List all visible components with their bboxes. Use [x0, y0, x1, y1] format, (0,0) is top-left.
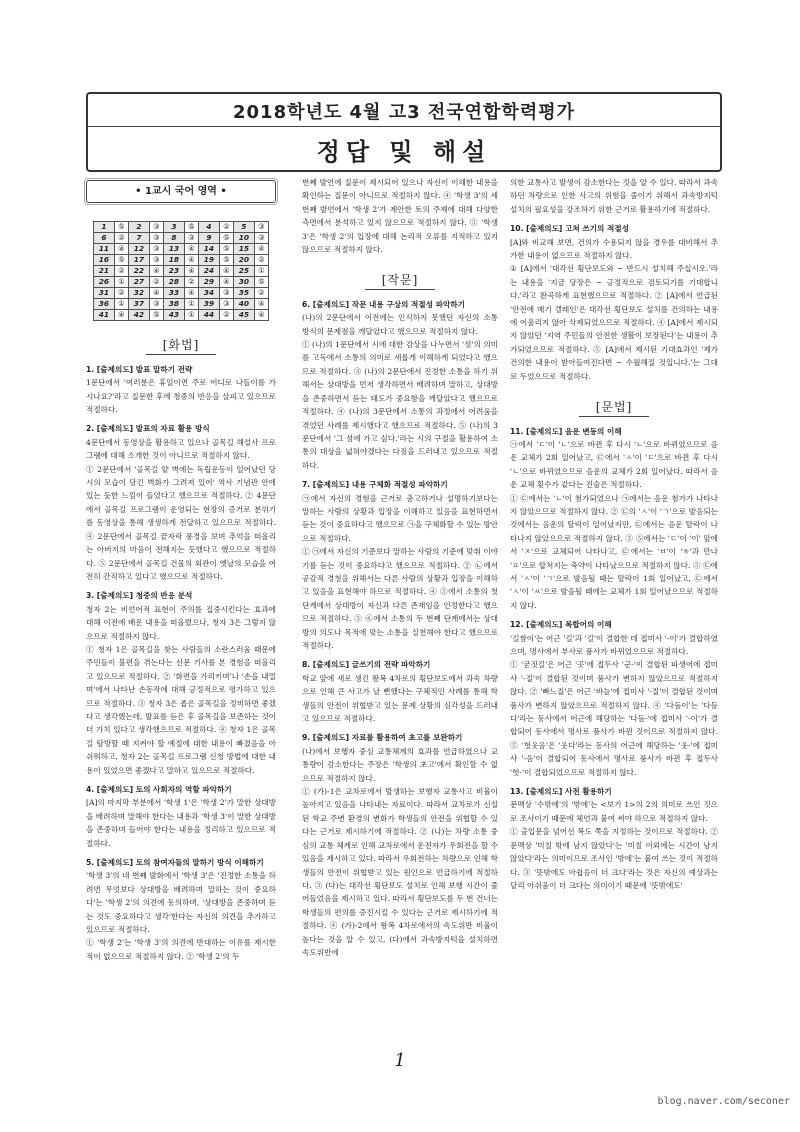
question-number: 23 — [163, 266, 184, 277]
question-number: 9 — [198, 233, 219, 244]
explanation-item — [302, 298, 498, 472]
answer-mark: ② — [254, 288, 268, 299]
question-number: 14 — [198, 244, 219, 255]
explanation-body: 1문단에서 '여러분은 휴일이면 주로 어디로 나들이를 가시나요?'라고 질문한 후에 청중의 반응을 살피고 있으므로 적절하다. — [86, 378, 276, 415]
explanation-item — [510, 222, 718, 383]
question-number: 13 — [163, 244, 184, 255]
question-number: 27 — [128, 277, 149, 288]
explanation-heading: 6. [출제의도] 작문 내용 구상의 적절성 파악하기 — [302, 299, 466, 309]
explanation-heading: 12. [출제의도] 복합어의 이해 — [510, 620, 612, 630]
answer-mark: ③ — [149, 233, 163, 244]
explanation-body: 청자 2는 비언어적 표현이 주의를 집중시킨다는 효과에 대해 이전에 배운 내용을 떠올렸으나, 청자 3은 그렇지 않으므로 적절하지 않다. ① 청자 1은 골목길을 찾는 사람들의 소란스러움 때문에 주민들이 불편을 겪는다는 신문 기사를 본 경험을 떠올리고 있으므로 적절하다. ② '화면을 가리키며'나 '손을 내밀며'에서 나타난 손동작에 대해 긍정적으로 평가하고 있으므로 적절하다. ③ 청자 3은 좁은 골목길을 정비하면 좋겠다고 생각했는데, 발표를 듣은 후 골목길을 보존하는 것이 더 가치 있다고 생각했으므로 적절하다. ④ 청자 1은 골목길 탐방할 때 지켜야 할 예절에 대한 내용이 빠졌음을 아쉬워하고, 청자 2는 골목길 프로그램 신청 방법에 대한 내용이 있었으면 좋겠다고 말하고 있으므로 적절하다. — [86, 604, 276, 775]
answer-mark: ④ — [184, 244, 198, 255]
column-2 — [302, 176, 498, 959]
question-number: 20 — [233, 255, 254, 266]
explanation-item — [302, 731, 498, 959]
question-number: 36 — [94, 299, 115, 310]
answer-mark: ⑤ — [219, 244, 233, 255]
explanation-heading: 2. [출제의도] 발표의 자료 활용 방식 — [86, 424, 210, 434]
question-number: 34 — [198, 288, 219, 299]
question-number: 6 — [94, 233, 115, 244]
footer-url: blog.naver.com/seconer — [657, 1096, 790, 1107]
explanation-heading: 10. [출제의도] 고쳐 쓰기의 적절성 — [510, 224, 629, 234]
question-number: 28 — [163, 277, 184, 288]
explanation-heading: 9. [출제의도] 자료를 활용하여 초고를 보완하기 — [302, 733, 463, 743]
answer-mark: ③ — [149, 255, 163, 266]
answer-mark: ⑤ — [114, 222, 128, 233]
question-number: 24 — [198, 266, 219, 277]
page-title: 정답 및 해설 — [316, 138, 492, 166]
explanation-body: [A]의 마지막 부분에서 '학생 1'은 '학생 2'가 말한 상대방을 배려하며 말해야 한다는 내용과 '학생 3'이 말한 상대방을 존중하며 들어야 한다는 내용을 정리하고 있으므로 적절하다. — [86, 798, 276, 848]
question-number: 32 — [128, 288, 149, 299]
answer-mark: ③ — [219, 299, 233, 310]
explanation-item — [86, 783, 276, 850]
question-number: 8 — [163, 233, 184, 244]
question-number: 38 — [163, 299, 184, 310]
explanation-body: 문맥상 '수밖에'의 '밖에'는 <보기 1>의 2의 의미로 쓰인 것으로 조사이기 때문에 체언과 붙여 써야 하므로 적절하지 않다. ① 출입문을 넘어선 복도 쪽을 지정하는 것이므로 적절하다. ② 문맥상 '미칠 밖에 남지 않았다'는 '미칠 이외에는 시간이 남지 않았다'라는 의미이므로 조사인 '밖에'는 붙여 쓰는 것이 적절하다. ③ '뜻밖에도 아쉽음이 더 크다'라는 것은 자신의 예상과는 달리 아쉬움이 더 크다는 의미이기 때문에 '뜻밖에도' — [510, 800, 718, 890]
section-writing: [작문] — [365, 274, 435, 289]
explanation-item — [302, 478, 498, 652]
continued-text: 번째 발언에 질문이 제시되어 있으나 자신이 이해한 내용을 확인하는 질문이 아니므로 적절하지 않다. ④ '학생 3'의 세 번째 발언에서 '학생 2'가 제안한 토의 주제에 대해 다양한 측면에서 분석하고 있지 않으므로 적절하지 않다. ⑤ '학생 3'은 '학생 2'의 입장에 대해 논리적 오류를 지적하고 있지 않으므로 적절하지 않다. — [302, 178, 498, 255]
question-number: 44 — [198, 310, 219, 321]
answer-mark: ⑤ — [254, 277, 268, 288]
question-number: 26 — [94, 277, 115, 288]
answer-mark: ② — [254, 255, 268, 266]
answer-row — [94, 244, 269, 255]
question-number: 4 — [198, 222, 219, 233]
answer-mark: ④ — [219, 277, 233, 288]
explanation-item — [86, 856, 276, 963]
answer-mark: ② — [219, 222, 233, 233]
answer-row — [94, 222, 269, 233]
answer-row — [94, 255, 269, 266]
answer-mark: ⑤ — [184, 222, 198, 233]
answer-mark: ④ — [149, 288, 163, 299]
answer-mark: ③ — [219, 288, 233, 299]
answer-mark: ① — [114, 277, 128, 288]
answer-mark: ④ — [149, 266, 163, 277]
explanation-item — [86, 363, 276, 417]
answer-mark: ⑤ — [219, 255, 233, 266]
answer-mark: ④ — [184, 255, 198, 266]
col3b-questions — [510, 425, 718, 893]
question-number: 15 — [233, 244, 254, 255]
explanation-item — [86, 422, 276, 583]
question-number: 1 — [94, 222, 115, 233]
question-number: 17 — [128, 255, 149, 266]
answer-mark: ② — [114, 266, 128, 277]
question-number: 40 — [233, 299, 254, 310]
explanation-body: '길쌈이'는 어근 '길'과 '길'이 결합한 데 접미사 '-이'가 결합하였으며, 명사에서 부사로 품사가 바뀌었으므로 적절하다. ① '굳짓길'은 어근 '곳'에 접두사 '군-'이 결합된 파생어에 접미사 '-질'이 결합된 것이며 품사가 변하지 않았으므로 적절하지 않다. ② '빠느질'은 어근 '바늘'에 접미사 '-질'이 결합된 것이며 품사가 변하지 않았으므로 적절하지 않다. ④ '다듬이'는 '다듬다'라는 동사에서 어근에 해당하는 '다듬-'에 접미사 '-이'가 결합되어 동사에서 명사로 품사가 바뀐 것이므로 적절하지 않다. ⑤ '헛웃음'은 '웃다'라는 동사의 어근에 해당하는 '웃-'에 접미사 '-음'이 결합되어 동사에서 명사로 품사가 바뀐 후 접두사 '헛-'이 결합되었으므로 적절하지 않다. — [510, 633, 718, 777]
explanation-heading: 11. [출제의도] 음운 변동의 이해 — [510, 426, 622, 436]
answer-mark: ④ — [114, 310, 128, 321]
explanation-item — [302, 658, 498, 725]
question-number: 3 — [163, 222, 184, 233]
answer-mark: ② — [114, 233, 128, 244]
answer-mark: ④ — [184, 266, 198, 277]
question-number: 41 — [94, 310, 115, 321]
answer-mark: ① — [184, 310, 198, 321]
answer-mark: ② — [219, 310, 233, 321]
explanation-heading: 7. [출제의도] 내용 구체화 적절성 파악하기 — [302, 480, 448, 490]
explanation-body: [A]와 비교해 보면, 건의가 수용되지 않을 경우를 대비해서 추가한 내용이 없으므로 적절하지 않다. ① [A]에서 '대각선 횡단보도와 ~ 반드시 설치해 주십시오.'라는 내용을 '지금 당장은 ~ 긍정적으로 검토되기를 기대합니다.'라고 완곡하게 표현했으므로 적절하다. ② [A]에서 언급된 '안전에 매기 갤레인'은 대각선 횡단보도 설치를 건의하는 내용에 어울리지 않아 삭제되었으므로 적절하다. ④ [A]에서 제시되지 않았던 '지역 주민들의 안전한 생활이 보장된다'는 내용이 추가되었으므로 적절하다. ⑤ [A]에서 제시된 기대효과인 '제가 건의한 내용이 받아들여진다면 ~ 수월해질 것입니다.'는 그대로 두었으므로 적절하다. — [510, 237, 718, 381]
answer-table — [93, 221, 269, 321]
explanation-body: (나)에서 보행자 중심 교통체계의 효과를 언급하였으나 교통량이 감소한다는 주장은 '학생의 초고'에서 확인할 수 없으므로 적절하지 않다. ① (가)-1은 교차로에서 발생하는 보행자 교통사고 비율이 높아지고 있음을 나타내는 자료이다. 따라서 교차로가 신설된 학교 주변 환경의 변화가 학생들의 안전을 위협할 수 있다는 근거로 제시하기에 적절하다. ② (나)는 차량 소통 중심의 교통 체계로 인해 교차로에서 운전자가 우회전을 할 수 있음을 제시하고 있다. 따라서 우회전하는 차량으로 인해 학생들의 안전이 위협받고 있는 원인으로 언급하기에 적절하다. ③ (다)는 대각선 횡단보도 설치로 인해 보행 시간이 줄어들었음을 제시하고 있다. 따라서 횡단보도를 두 번 건너는 학생들의 편의를 증진시킬 수 있다는 근거로 제시하기에 적절하다. ④ (가)-2에서 왕복 4차로에서의 속도위반 비율이 높다는 것을 알 수 있고, (다)에서 과속방지턱을 설치하면 속도위반에 — [302, 746, 498, 957]
question-number: 22 — [128, 266, 149, 277]
question-number: 7 — [128, 233, 149, 244]
answer-mark: ② — [114, 288, 128, 299]
question-number: 10 — [233, 233, 254, 244]
question-number: 30 — [233, 277, 254, 288]
question-number: 42 — [128, 310, 149, 321]
explanation-item — [510, 785, 718, 892]
question-number: 21 — [94, 266, 115, 277]
explanation-body: 4문단에서 동영상을 활용하고 있으나 골목길 해설사 프로그램에 대해 소개한 것이 아니므로 적절하지 않다. ① 2문단에서 '골목길 얕 벽에는 독립운동이 일어났던 당시의 모습이 담긴 벽화가 그려져 있어' 역사 기념관 안에 있는 듯한 느낌이 들었다고 했으므로 적절하다. ② 4문단에서 골목길 프로그램이 운영되는 현장의 증거로 분위기를 동영상을 통해 생생하게 전달하고 있으므로 적절하다. ④ 2문단에서 골목길 끝자락 풍경을 보며 추억을 떠올리는 아버지의 마음이 전해지는 듯했다고 했으므로 적절하다. ⑤ 2문단에서 골목길 건물의 외관이 옛날의 모습을 여전히 간직하고 있다고 했으므로 적절하다. — [86, 437, 276, 581]
answer-mark: ③ — [184, 233, 198, 244]
question-number: 19 — [198, 255, 219, 266]
answer-row — [94, 233, 269, 244]
answer-mark: ⑤ — [219, 233, 233, 244]
question-number: 11 — [94, 244, 115, 255]
question-number: 29 — [198, 277, 219, 288]
question-number: 37 — [128, 299, 149, 310]
explanation-body: (나)의 2문단에서 이전에는 인식하지 못했던 자신의 소통 방식의 문제점을 깨달았다고 했으므로 적절하지 않다. ① (나)의 1문단에서 시에 대한 감상을 나누면서 '섬'의 의미를 고독에서 소통의 의미로 새롭게 이해하게 되었다고 했으므로 적절하다. ③ (나)의 2문단에서 진정한 소통을 하기 위해서는 상대방을 먼저 생각하면서 배려하며 말하고, 상대방을 존중하면서 듣는 태도가 중요함을 깨달았다고 했으므로 적절하다. ④ (나)의 3문단에서 소통의 과정에서 어려움을 겪었던 사례를 제시했다고 했으므로 적절하다. ⑤ (나)의 3문단에서 '그 섬에 가고 싶다.'라는 시의 구절을 활용하여 소통의 대상을 넓혀야겠다는 다짐을 드러내고 있으므로 적절하다. — [302, 313, 498, 470]
col3-questions — [510, 222, 718, 383]
exam-title: 2018학년도 4월 고3 전국연합학력평가 — [233, 102, 575, 123]
header-divider — [88, 126, 720, 127]
answer-mark: ① — [114, 299, 128, 310]
question-number: 35 — [233, 288, 254, 299]
page-number: 1 — [394, 1050, 406, 1071]
section-speech: [화법] — [146, 339, 216, 354]
question-number: 18 — [163, 255, 184, 266]
explanation-heading: 8. [출제의도] 글쓰기의 전략 파악하기 — [302, 660, 431, 670]
col1-questions — [86, 363, 276, 963]
answer-mark: ② — [184, 277, 198, 288]
answer-mark: ① — [184, 299, 198, 310]
explanation-heading: 13. [출제의도] 사전 활용하기 — [510, 787, 612, 797]
explanation-heading: 3. [출제의도] 청중의 반응 분석 — [86, 591, 193, 601]
answer-mark: ② — [149, 277, 163, 288]
question-number: 2 — [128, 222, 149, 233]
explanation-heading: 5. [출제의도] 토의 참여자들의 말하기 방식 이해하기 — [86, 858, 264, 868]
col2-questions — [302, 298, 498, 960]
answer-mark: ④ — [254, 299, 268, 310]
answer-mark: ④ — [114, 244, 128, 255]
answer-mark: ④ — [219, 266, 233, 277]
question-number: 43 — [163, 310, 184, 321]
continued-text: 의한 교통사고 발생이 감소한다는 것을 알 수 있다. 따라서 과속하던 차량으로 인한 사고의 위험을 줄이기 위해서 과속방지턱 설치의 필요성을 강조하기 위한 근거로 활용하기에 적절하다. — [510, 178, 718, 214]
answer-row — [94, 299, 269, 310]
answer-mark: ① — [254, 266, 268, 277]
answer-mark: ③ — [149, 244, 163, 255]
explanation-item — [510, 618, 718, 779]
question-number: 33 — [163, 288, 184, 299]
question-number: 31 — [94, 288, 115, 299]
question-number: 16 — [94, 255, 115, 266]
header-box — [86, 92, 722, 172]
answer-mark: ④ — [254, 244, 268, 255]
explanation-heading: 4. [출제의도] 토의 사회자의 역할 파악하기 — [86, 785, 232, 794]
question-number: 45 — [233, 310, 254, 321]
question-number: 5 — [233, 222, 254, 233]
explanation-body: 학교 앞에 새로 생긴 왕복 4차로의 횡단보도에서 과속 차량으로 인해 큰 사고가 날 뻔했다는 구체적인 사례를 통해 학생들의 안전이 위협받고 있는 문제 상황의 심각성을 드러내고 있으므로 적절하다. — [302, 673, 498, 724]
answer-mark: ③ — [149, 222, 163, 233]
explanation-body: ㉠에서 자신의 경험을 근거로 충고하거나 설명하기보다는 말하는 사람의 상황과 입장을 이해하고 있음을 표현하면서 듣는 것이 중요하다고 했으므로 ㉠을 구체화할 수 있는 방안으로 적절하다. ① ㉠에서 자신의 기준보다 말하는 사람의 기준에 맞춰 이야기를 듣는 것이 중요하다고 했으므로 적절하다. ② ㉡에서 공감적 경청을 위해서는 다른 사람의 상황과 입장을 이해하고 있음을 표현해야 하므로 적절하다. ④ ⑤에서 소통의 첫 단계에서 상대방이 자신과 다른 존재임을 인정한다고 했으므로 적절하다. ⑤ ⑥에서 소통의 두 번째 단계에서는 상대방의 의도나 목적에 맞는 소통을 실천해야 한다고 했으므로 적절하다. — [302, 493, 498, 650]
answer-row — [94, 288, 269, 299]
answer-mark: ⑤ — [114, 255, 128, 266]
explanation-heading: 1. [출제의도] 발표 말하기 전략 — [86, 364, 193, 374]
answer-mark: ④ — [184, 288, 198, 299]
answer-mark: ⑤ — [149, 310, 163, 321]
explanation-item — [86, 589, 276, 777]
answer-row — [94, 277, 269, 288]
answer-mark: ③ — [149, 299, 163, 310]
answer-row — [94, 266, 269, 277]
answer-mark: ④ — [254, 310, 268, 321]
answer-mark: ③ — [254, 233, 268, 244]
explanation-item — [510, 425, 718, 613]
answer-mark: ③ — [254, 222, 268, 233]
column-1 — [86, 176, 276, 963]
explanation-body: ㉠에서 'ㄷ'이 'ㄴ'으로 바뀐 후 다시 'ㄴ'으로 바뀌었으므로 음운 교체가 2회 일어났고, ㉢에서 'ㅅ'이 'ㄷ'으로 바뀐 후 다시 'ㄴ'으로 바뀌었으므로 음운의 교체가 2회 일어났다. 따라서 음운 교체 횟수가 같다는 진술은 적절하다. ① ㉢에서는 'ㄴ'이 첨가되었으나 ㉠에서는 음운 첨가가 나타나지 않았으므로 적절하지 않다. ② ㉢의 'ㅅ'이 'ㄱ'으로 발음되는 것에서는 음운의 탈락이 일어났지만, ㉢에서는 음운 탈락이 나타나지 않았으므로 적절하지 않다. ③ ⑤에서는 'ㄷ'이 '이' 앞에서 'ㅈ'으로 교체되어 나타나고, ㉢에서는 'ㅂ'이 'ㅎ'과 만나 'ㅍ'으로 합쳐지는 축약이 나타났으므로 적절하지 않다. ⑤ ㉢에서 'ㅅ'이 'ㄱ'으로 발음될 때는 탈락이 1회 일어났고, ㉢에서 'ㅅ'이 'ㅆ'으로 발음될 때에는 교체가 1회 일어났으므로 적절하지 않다. — [510, 439, 718, 610]
answer-row — [94, 310, 269, 321]
question-number: 25 — [233, 266, 254, 277]
question-number: 12 — [128, 244, 149, 255]
explanation-body: '학생 3'의 네 번째 발화에서 '학생 3'은 '진정한 소통을 하려면 무엇보다 상대방을 배려하며 말하는 것이 중요하다'는 '학생 2'의 의견에 동의하며, '상대방을 존중하며 듣는 것도 중요하다고 생각'한다는 자신의 의견을 추가하고 있으므로 적절하다. ① '학생 2'는 '학생 3'의 의견에 반대하는 이유를 제시한 적이 없으므로 적절하지 않다. ② '학생 2'의 두 — [86, 871, 276, 961]
question-number: 39 — [198, 299, 219, 310]
subject-label: • 1교시 국어 영역 • — [86, 180, 276, 203]
column-3 — [510, 176, 718, 892]
section-grammar: [문법] — [579, 401, 649, 416]
